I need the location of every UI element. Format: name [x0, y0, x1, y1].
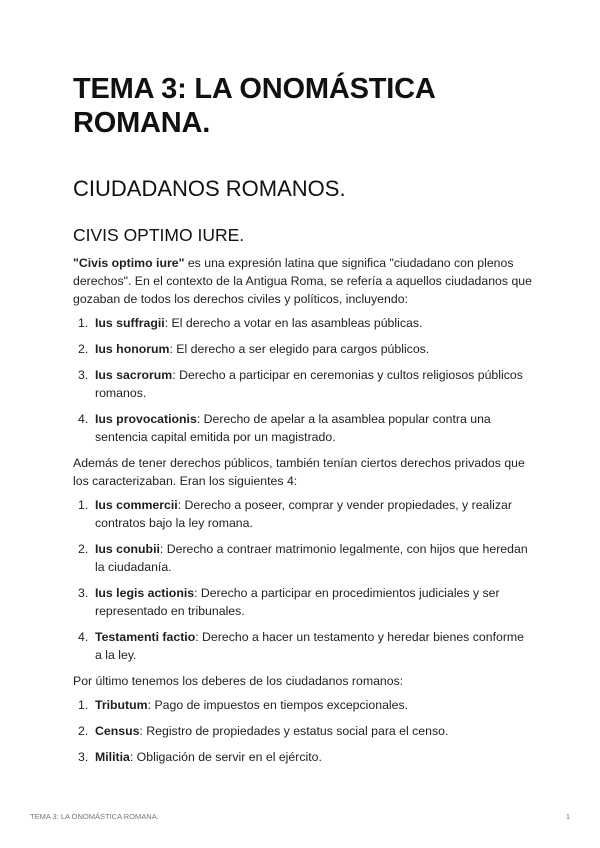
- item-term: Ius suffragii: [95, 316, 165, 330]
- private-rights-list: [73, 496, 533, 664]
- item-term: Ius provocationis: [95, 412, 197, 426]
- item-term: Ius conubii: [95, 542, 160, 556]
- list-item: [73, 584, 533, 620]
- item-text: : Derecho a contraer matrimonio legalmente, con hijos que heredan la ciudadanía.: [95, 542, 528, 574]
- item-number: 2.: [78, 342, 89, 356]
- item-term: Ius legis actionis: [95, 586, 195, 600]
- duties-list: [73, 696, 533, 766]
- public-rights-list: [73, 314, 533, 446]
- section-title: CIUDADANOS ROMANOS.: [73, 176, 346, 201]
- item-term: Ius commercii: [95, 498, 178, 512]
- item-number: 2.: [78, 542, 89, 556]
- list-item: [73, 748, 533, 766]
- list-item: [73, 540, 533, 576]
- item-text: : El derecho a votar en las asambleas públicas.: [164, 316, 423, 330]
- list-item: [73, 722, 533, 740]
- list-item: [73, 496, 533, 532]
- subsection-title: CIVIS OPTIMO IURE.: [73, 225, 245, 245]
- item-number: 3.: [78, 586, 89, 600]
- intro-term: "Civis optimo iure": [73, 256, 185, 270]
- item-term: Militia: [95, 750, 130, 764]
- document-page: [73, 72, 533, 774]
- list-item: [73, 696, 533, 714]
- item-text: : El derecho a ser elegido para cargos públicos.: [169, 342, 430, 356]
- footer-title: TEMA 3: LA ONOMÁSTICA ROMANA.: [30, 812, 159, 821]
- list-item: [73, 628, 533, 664]
- item-term: Testamenti factio: [95, 630, 196, 644]
- item-number: 1.: [78, 498, 89, 512]
- item-text: : Registro de propiedades y estatus social para el censo.: [139, 724, 449, 738]
- item-number: 1.: [78, 698, 89, 712]
- item-text: : Derecho a poseer, comprar y vender propiedades, y realizar contratos bajo la ley romana.: [95, 498, 512, 530]
- item-text: : Derecho de apelar a la asamblea popular contra una sentencia capital emitida por un magistrado.: [95, 412, 491, 444]
- item-number: 3.: [78, 368, 89, 382]
- page-number: 1: [565, 812, 570, 821]
- item-text: : Derecho a hacer un testamento y heredar bienes conforme a la ley.: [95, 630, 525, 662]
- item-term: Tributum: [95, 698, 148, 712]
- item-term: Census: [95, 724, 140, 738]
- item-text: : Obligación de servir en el ejército.: [129, 750, 322, 764]
- item-number: 1.: [78, 316, 89, 330]
- list-item: [73, 340, 533, 358]
- item-term: Ius sacrorum: [95, 368, 173, 382]
- item-text: : Pago de impuestos en tiempos excepcionales.: [147, 698, 409, 712]
- item-number: 2.: [78, 724, 89, 738]
- item-term: Ius honorum: [95, 342, 170, 356]
- intro-text: es una expresión latina que significa "ciudadano con plenos derechos". En el contexto de la Antigua Roma, se refería a aquellos ciudadanos que gozaban de todos los derechos civiles y políticos, incluyendo:: [73, 256, 532, 306]
- duties-intro-paragraph: Por último tenemos los deberes de los ciudadanos romanos:: [73, 674, 404, 688]
- private-intro-paragraph: Además de tener derechos públicos, también tenían ciertos derechos privados que los caracterizaban. Eran los siguientes 4:: [73, 456, 525, 488]
- item-text: : Derecho a participar en procedimientos judiciales y ser representado en tribunales.: [95, 586, 500, 618]
- item-text: : Derecho a participar en ceremonias y cultos religiosos públicos romanos.: [95, 368, 523, 400]
- item-number: 4.: [78, 630, 89, 644]
- list-item: [73, 314, 533, 332]
- page-title: TEMA 3: LA ONOMÁSTICA ROMANA.: [73, 73, 435, 139]
- page-footer: [30, 812, 570, 821]
- item-number: 3.: [78, 750, 89, 764]
- list-item: [73, 410, 533, 446]
- item-number: 4.: [78, 412, 89, 426]
- intro-paragraph: [73, 254, 533, 308]
- list-item: [73, 366, 533, 402]
